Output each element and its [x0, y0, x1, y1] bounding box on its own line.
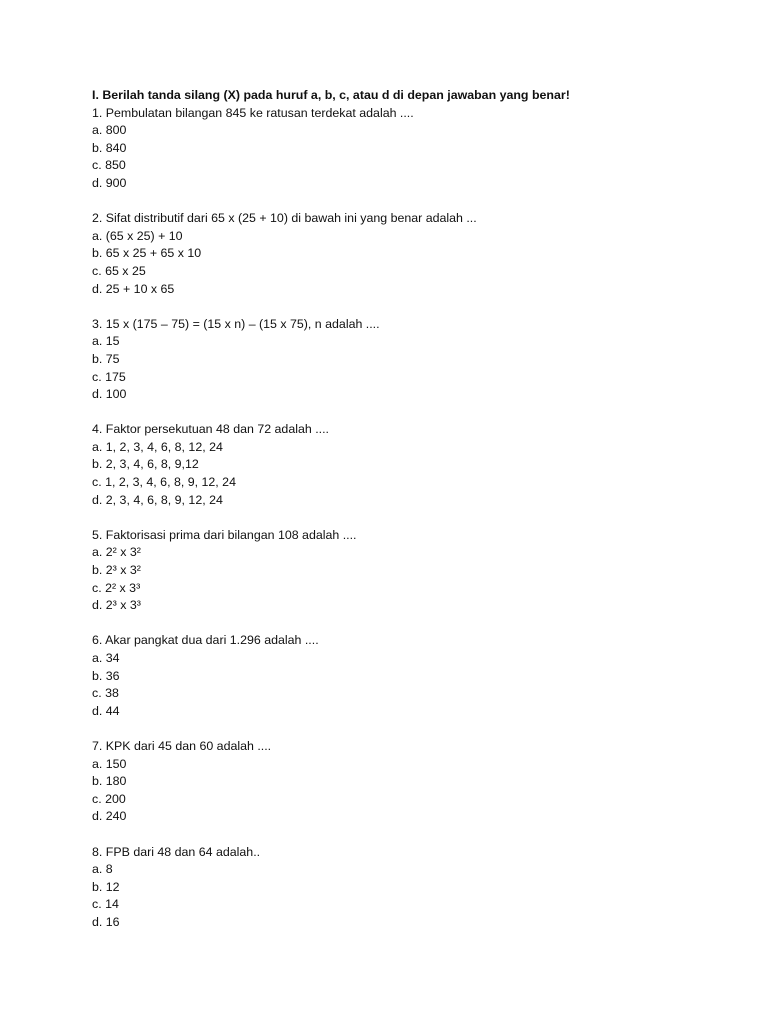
option-c: c. 1, 2, 3, 4, 6, 8, 9, 12, 24 — [92, 475, 236, 490]
option-c: c. 65 x 25 — [92, 263, 146, 278]
question-5 — [92, 527, 732, 615]
option-a: a. 1, 2, 3, 4, 6, 8, 12, 24 — [92, 439, 223, 454]
document-content — [92, 87, 732, 949]
option-a: a. 15 — [92, 334, 120, 349]
question-4 — [92, 421, 732, 509]
option-a: a. 2² x 3² — [92, 545, 141, 560]
option-d: d. 900 — [92, 175, 127, 190]
option-b: b. 65 x 25 + 65 x 10 — [92, 246, 202, 261]
question-text: 7. KPK dari 45 dan 60 adalah .... — [92, 738, 272, 753]
option-d: d. 25 + 10 x 65 — [92, 281, 175, 296]
option-c: c. 850 — [92, 158, 126, 173]
question-text: 6. Akar pangkat dua dari 1.296 adalah .... — [92, 633, 319, 648]
option-a: a. 800 — [92, 123, 127, 138]
question-text: 4. Faktor persekutuan 48 dan 72 adalah .... — [92, 422, 329, 437]
question-1 — [92, 105, 732, 193]
option-c: c. 200 — [92, 791, 126, 806]
option-d: d. 44 — [92, 703, 120, 718]
question-6 — [92, 632, 732, 720]
option-d: d. 240 — [92, 809, 127, 824]
option-d: d. 100 — [92, 387, 127, 402]
option-a: a. 150 — [92, 756, 127, 771]
question-text: 8. FPB dari 48 dan 64 adalah.. — [92, 844, 261, 859]
question-text: 1. Pembulatan bilangan 845 ke ratusan terdekat adalah .... — [92, 105, 414, 120]
question-text: 2. Sifat distributif dari 65 x (25 + 10) di bawah ini yang benar adalah ... — [92, 211, 477, 226]
option-d: d. 2³ x 3³ — [92, 598, 141, 613]
option-b: b. 2³ x 3² — [92, 563, 141, 578]
option-c: c. 14 — [92, 897, 119, 912]
question-text: 5. Faktorisasi prima dari bilangan 108 adalah .... — [92, 527, 357, 542]
option-b: b. 2, 3, 4, 6, 8, 9,12 — [92, 457, 199, 472]
option-d: d. 16 — [92, 914, 120, 929]
option-a: a. 8 — [92, 862, 113, 877]
option-c: c. 2² x 3³ — [92, 580, 141, 595]
question-8 — [92, 844, 732, 932]
question-2 — [92, 210, 732, 298]
question-7 — [92, 738, 732, 826]
option-d: d. 2, 3, 4, 6, 8, 9, 12, 24 — [92, 492, 223, 507]
option-c: c. 175 — [92, 369, 126, 384]
option-b: b. 75 — [92, 351, 120, 366]
option-c: c. 38 — [92, 686, 119, 701]
question-3 — [92, 316, 732, 404]
option-b: b. 840 — [92, 140, 127, 155]
option-a: a. (65 x 25) + 10 — [92, 228, 183, 243]
option-b: b. 180 — [92, 774, 127, 789]
option-b: b. 36 — [92, 668, 120, 683]
option-b: b. 12 — [92, 879, 120, 894]
instruction-heading: I. Berilah tanda silang (X) pada huruf a, b, c, atau d di depan jawaban yang benar! — [92, 88, 570, 102]
question-text: 3. 15 x (175 – 75) = (15 x n) – (15 x 75), n adalah .... — [92, 316, 380, 331]
option-a: a. 34 — [92, 651, 120, 665]
